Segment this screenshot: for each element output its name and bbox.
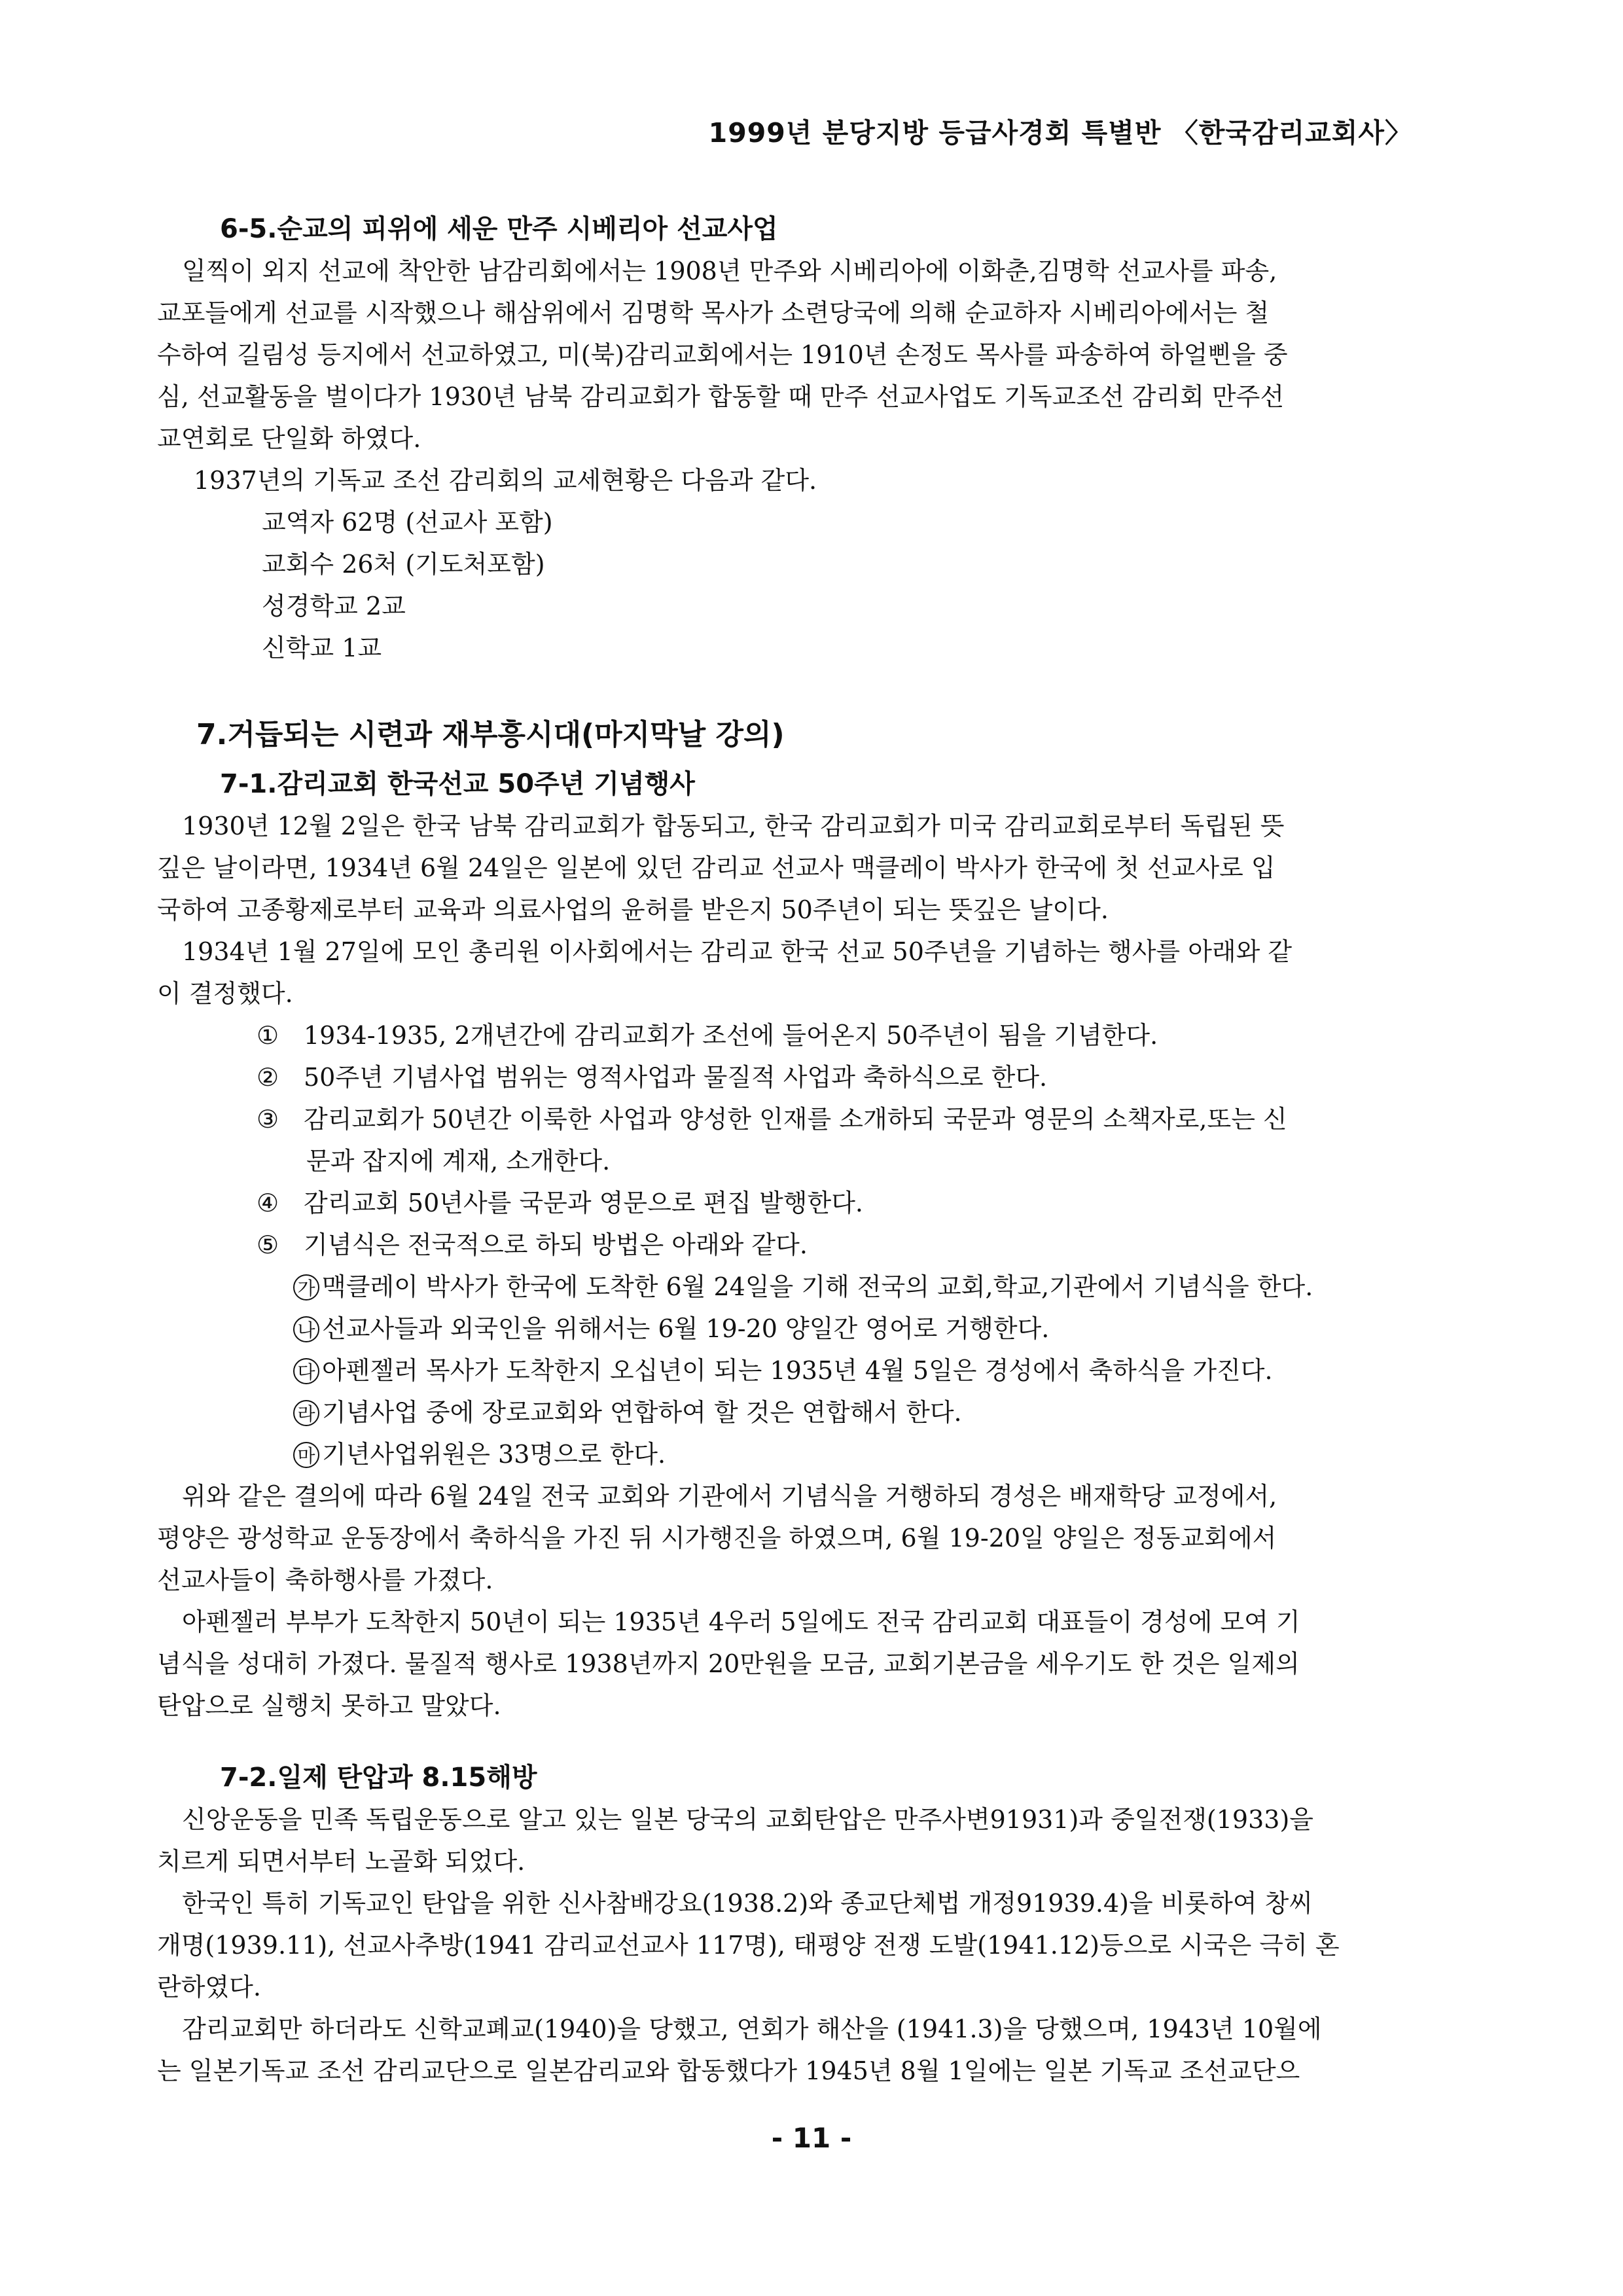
text-line: 아펜젤러 부부가 도착한지 50년이 되는 1935년 4우러 5일에도 전국 감리교회 대표들이 경성에 모여 기 [182, 1607, 1300, 1636]
section-7-1-paragraph-1 [157, 805, 1471, 931]
spacer [157, 669, 1471, 712]
text-line: 1934년 1월 27일에 모인 총리원 이사회에서는 감리교 한국 선교 50주년을 기념하는 행사를 아래와 같 [182, 937, 1293, 966]
sub-list-text: 기념사업 중에 장로교회와 연합하여 할 것은 연합해서 한다. [322, 1398, 962, 1427]
section-7-2-heading: 7-2.일제 탄압과 8.15해방 [220, 1763, 537, 1793]
stats-item: 교회수 26처 (기도처포함) [262, 550, 545, 579]
text-line: 감리교회만 하더라도 신학교폐교(1940)을 당했고, 연회가 해산을 (1941.3)을 당했으며, 1943년 10월에 [182, 2015, 1322, 2043]
section-7-1-paragraph-4 [157, 1601, 1471, 1727]
sub-list-text: 선교사들과 외국인을 위해서는 6월 19-20 양일간 영어로 거행한다. [322, 1314, 1050, 1343]
list-number: ③ [257, 1105, 279, 1134]
text-line: 1930년 12월 2일은 한국 남북 감리교회가 합동되고, 한국 감리교회가 미국 감리교회로부터 독립된 뜻 [182, 812, 1285, 840]
text-line: 국하여 고종황제로부터 교육과 의료사업의 윤허를 받은지 50주년이 되는 뜻깊은 날이다. [157, 895, 1109, 924]
text-line: 념식을 성대히 가졌다. 물질적 행사로 1938년까지 20만원을 모금, 교회기본금을 세우기도 한 것은 일제의 [157, 1649, 1300, 1678]
text-line: 탄압으로 실행치 못하고 말았다. [157, 1691, 501, 1720]
text-line: 깊은 날이라면, 1934년 6월 24일은 일본에 있던 감리교 선교사 맥클레이 박사가 한국에 첫 선교사로 입 [157, 853, 1275, 882]
sub-list-text: 맥클레이 박사가 한국에 도착한 6월 24일을 기해 전국의 교회,학교,기관에서 기념식을 한다. [322, 1272, 1313, 1301]
section-6-5-heading: 6-5.순교의 피위에 세운 만주 시베리아 선교사업 [220, 214, 778, 244]
sub-list-text: 기년사업위원은 33명으로 한다. [322, 1440, 666, 1469]
section-7-1-paragraph-3 [157, 1475, 1471, 1601]
section-7-2-paragraph-1 [157, 1799, 1471, 1882]
sub-list-item [157, 1266, 1471, 1308]
sub-list-item [157, 1350, 1471, 1391]
text-line: 일찍이 외지 선교에 착안한 남감리회에서는 1908년 만주와 시베리아에 이화춘,김명학 선교사를 파송, [182, 257, 1277, 285]
text-line: 란하였다. [157, 1973, 261, 2001]
page-header: 1999년 분당지방 등급사경회 특별반 〈한국감리교회사〉 [708, 117, 1412, 149]
text-line: 교포들에게 선교를 시작했으나 해삼위에서 김명학 목사가 소련당국에 의해 순교하자 시베리아에서는 철 [157, 298, 1270, 327]
section-7-2-paragraph-3 [157, 2008, 1471, 2092]
stats-item: 신학교 1교 [262, 634, 382, 662]
list-item [157, 1014, 1471, 1056]
list-item-text: 1934-1935, 2개년간에 감리교회가 조선에 들어온지 50주년이 됨을 기념한다. [304, 1021, 1158, 1050]
sub-list-item [157, 1308, 1471, 1350]
section-7-1-paragraph-2 [157, 931, 1471, 1014]
sub-list-item [157, 1433, 1471, 1475]
text-line: 교연회로 단일화 하였다. [157, 424, 421, 453]
circled-letter-marker: 라 [293, 1400, 319, 1426]
circled-letter-marker: 나 [293, 1316, 319, 1342]
list-item-text: 감리교회가 50년간 이룩한 사업과 양성한 인재를 소개하되 국문과 영문의 소책자로,또는 신 [304, 1105, 1287, 1134]
circled-letter-marker: 마 [293, 1442, 319, 1468]
list-item [157, 1098, 1471, 1182]
text-line: 는 일본기독교 조선 감리교단으로 일본감리교와 합동했다가 1945년 8월 1일에는 일본 기독교 조선교단으 [157, 2056, 1300, 2085]
page-number: - 11 - [771, 2122, 852, 2154]
list-number: ⑤ [257, 1230, 279, 1259]
sub-list-item [157, 1391, 1471, 1433]
list-item-text: 감리교회 50년사를 국문과 영문으로 편집 발행한다. [304, 1189, 863, 1217]
list-item [157, 1224, 1471, 1266]
text-line: 한국인 특히 기독교인 탄압을 위한 신사참배강요(1938.2)와 종교단체법 개정91939.4)을 비롯하여 창씨 [182, 1889, 1313, 1918]
numbered-list [157, 1014, 1471, 1266]
list-number: ② [257, 1063, 279, 1092]
text-line: 심, 선교활동을 벌이다가 1930년 남북 감리교회가 합동할 때 만주 선교사업도 기독교조선 감리회 만주선 [157, 382, 1285, 411]
text-line: 평양은 광성학교 운동장에서 축하식을 가진 뒤 시가행진을 하였으며, 6월 19-20일 양일은 정동교회에서 [157, 1524, 1277, 1552]
section-7-heading: 7.거듭되는 시련과 재부흥시대(마지막날 강의) [196, 718, 785, 751]
list-item [157, 1182, 1471, 1224]
text-line: 선교사들이 축하행사를 가졌다. [157, 1566, 493, 1594]
text-line: 이 결정했다. [157, 979, 293, 1008]
list-number: ④ [257, 1189, 279, 1217]
list-number: ① [257, 1021, 279, 1050]
spacer [157, 1727, 1471, 1757]
sub-list-text: 아펜젤러 목사가 도착한지 오십년이 되는 1935년 4월 5일은 경성에서 축하식을 가진다. [322, 1356, 1273, 1385]
text-line: 수하여 길림성 등지에서 선교하였고, 미(북)감리교회에서는 1910년 손정도 목사를 파송하여 하얼삔을 중 [157, 340, 1288, 369]
text-line: 치르게 되면서부터 노골화 되었다. [157, 1847, 526, 1876]
document-body [157, 208, 1471, 2092]
list-item-text: 50주년 기념사업 범위는 영적사업과 물질적 사업과 축하식으로 한다. [304, 1063, 1048, 1092]
circled-letter-marker: 다 [293, 1358, 319, 1384]
section-7-2-paragraph-2 [157, 1882, 1471, 2008]
list-item [157, 1056, 1471, 1098]
stats-item: 성경학교 2교 [262, 592, 406, 620]
stats-list [157, 501, 1471, 669]
sub-list [157, 1266, 1471, 1475]
stats-item: 교역자 62명 (선교사 포함) [262, 508, 553, 537]
text-line: 개명(1939.11), 선교사추방(1941 감리교선교사 117명), 태평양 전쟁 도발(1941.12)등으로 시국은 극히 혼 [157, 1931, 1340, 1960]
list-item-text: 문과 잡지에 계재, 소개한다. [306, 1147, 611, 1175]
list-item-text: 기념식은 전국적으로 하되 방법은 아래와 같다. [304, 1230, 808, 1259]
text-line: 위와 같은 결의에 따라 6월 24일 전국 교회와 기관에서 기념식을 거행하되 경성은 배재학당 교정에서, [182, 1482, 1277, 1511]
text-line: 신앙운동을 민족 독립운동으로 알고 있는 일본 당국의 교회탄압은 만주사변91931)과 중일전쟁(1933)을 [182, 1805, 1313, 1834]
section-6-5-paragraph-2: 1937년의 기독교 조선 감리회의 교세현황은 다음과 같다. [194, 466, 817, 495]
section-7-1-heading: 7-1.감리교회 한국선교 50주년 기념행사 [220, 769, 695, 799]
section-6-5-paragraph-1 [157, 250, 1471, 459]
circled-letter-marker: 가 [293, 1274, 319, 1300]
